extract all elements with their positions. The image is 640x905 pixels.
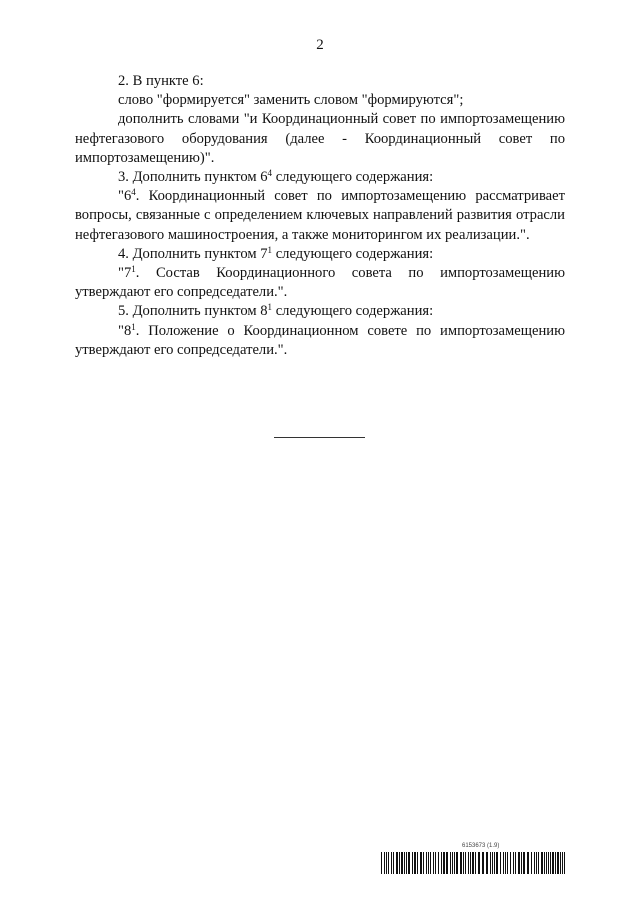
page-number: 2 [316, 37, 324, 53]
item-4-quote-superscript: 1 [131, 264, 136, 275]
item-5-quote [75, 322, 565, 360]
item-4-heading [75, 245, 565, 264]
item-4-heading-text: 4. Дополнить пунктом 7 [118, 245, 268, 262]
item-2-heading: 2. В пункте 6: [118, 73, 204, 89]
barcode [381, 852, 565, 874]
item-3-quote-text: . Координационный совет по импортозамещению рассматривает вопросы, связанные с определением ключевых направлений развития отрасли нефтегазового машиностроения, а также мониторингом их реализации.". [75, 188, 565, 243]
end-divider [274, 437, 365, 438]
item-2-line-1: слово "формируется" заменить словом "формируются"; [118, 92, 464, 109]
item-4-quote-text: . Состав Координационного совета по импортозамещению утверждают его сопредседатели.". [75, 265, 565, 301]
item-5-heading-superscript: 1 [267, 302, 273, 313]
item-3-quote-number: "6 [118, 188, 132, 205]
item-3-heading [75, 168, 565, 187]
item-4-quote-number: "7 [118, 265, 132, 282]
item-5-quote-superscript: 1 [131, 321, 136, 332]
item-3-quote-superscript: 4 [131, 187, 136, 198]
barcode-caption: 6153673 (1.9) [462, 843, 500, 849]
document-body [75, 72, 565, 360]
item-4-quote [75, 264, 565, 302]
item-5-heading-text: 5. Дополнить пунктом 8 [118, 303, 268, 320]
item-2-line-2: дополнить словами "и Координационный совет по импортозамещению нефтегазового оборудования (далее - Координационный совет по импортозамещению)". [75, 111, 565, 166]
item-5-quote-number: "8 [118, 322, 132, 339]
item-3-heading-superscript: 4 [267, 168, 273, 179]
item-5-quote-text: . Положение о Координационном совете по импортозамещению утверждают его сопредседатели.". [75, 322, 565, 358]
item-4-heading-superscript: 1 [267, 244, 273, 255]
item-3-heading-text: 3. Дополнить пунктом 6 [118, 169, 268, 186]
item-3-quote [75, 187, 565, 245]
item-5-heading [75, 302, 565, 321]
item-3-heading-suffix: следующего содержания: [272, 169, 434, 186]
item-5-heading-suffix: следующего содержания: [272, 303, 434, 320]
item-4-heading-suffix: следующего содержания: [272, 245, 434, 262]
